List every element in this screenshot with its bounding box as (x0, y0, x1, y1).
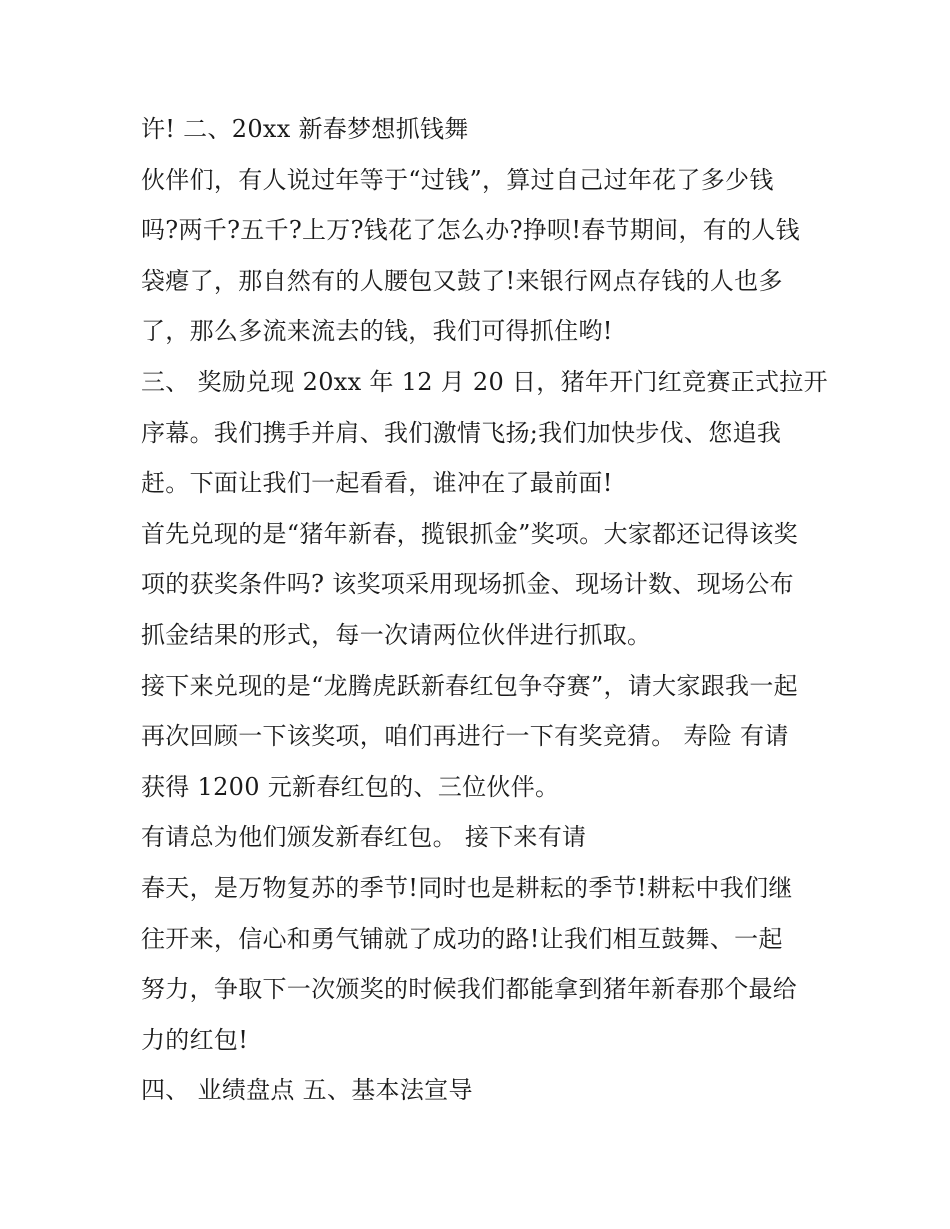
text-line: 力的红包! (141, 1025, 249, 1054)
document-body (141, 104, 828, 1116)
section-heading-line: 三、 奖励兑现 20xx 年 12 月 20 日，猪年开门红竞赛正式拉开 (141, 367, 828, 396)
text-line: 许! 二、20xx 新春梦想抓钱舞 (141, 115, 469, 143)
text-line: 赶。下面让我们一起看看，谁冲在了最前面! (141, 469, 613, 498)
text-line: 接下来兑现的是“龙腾虎跃新春红包争夺赛”，请大家跟我一起 (141, 671, 798, 700)
text-line: 努力，争取下一次颁奖的时候我们都能拿到猪年新春那个最给 (141, 975, 798, 1004)
text-line: 序幕。我们携手并肩、我们激情飞扬;我们加快步伐、您追我 (141, 418, 782, 447)
text-line: 了，那么多流来流去的钱，我们可得抓住哟! (141, 317, 613, 346)
text-line: 往开来，信心和勇气铺就了成功的路!让我们相互鼓舞、一起 (141, 924, 783, 953)
text-line: 吗?两千?五千?上万?钱花了怎么办?挣呗!春节期间，有的人钱 (141, 216, 800, 245)
text-line: 伙伴们，有人说过年等于“过钱”，算过自己过年花了多少钱 (141, 165, 774, 194)
text-line: 首先兑现的是“猪年新春，揽银抓金”奖项。大家都还记得该奖 (141, 519, 798, 548)
text-line: 抓金结果的形式，每一次请两位伙伴进行抓取。 (141, 620, 652, 649)
text-line: 袋瘪了，那自然有的人腰包又鼓了!来银行网点存钱的人也多 (141, 266, 783, 295)
text-line: 获得 1200 元新春红包的、三位伙伴。 (141, 772, 560, 801)
text-line: 项的获奖条件吗? 该奖项采用现场抓金、现场计数、现场公布 (141, 570, 794, 599)
text-line: 春天，是万物复苏的季节!同时也是耕耘的季节!耕耘中我们继 (141, 873, 793, 902)
section-heading-line: 四、 业绩盘点 五、基本法宣导 (141, 1076, 473, 1105)
text-line: 有请总为他们颁发新春红包。 接下来有请 (141, 823, 587, 852)
text-line: 再次回顾一下该奖项，咱们再进行一下有奖竞猜。 寿险 有请 (141, 722, 789, 751)
